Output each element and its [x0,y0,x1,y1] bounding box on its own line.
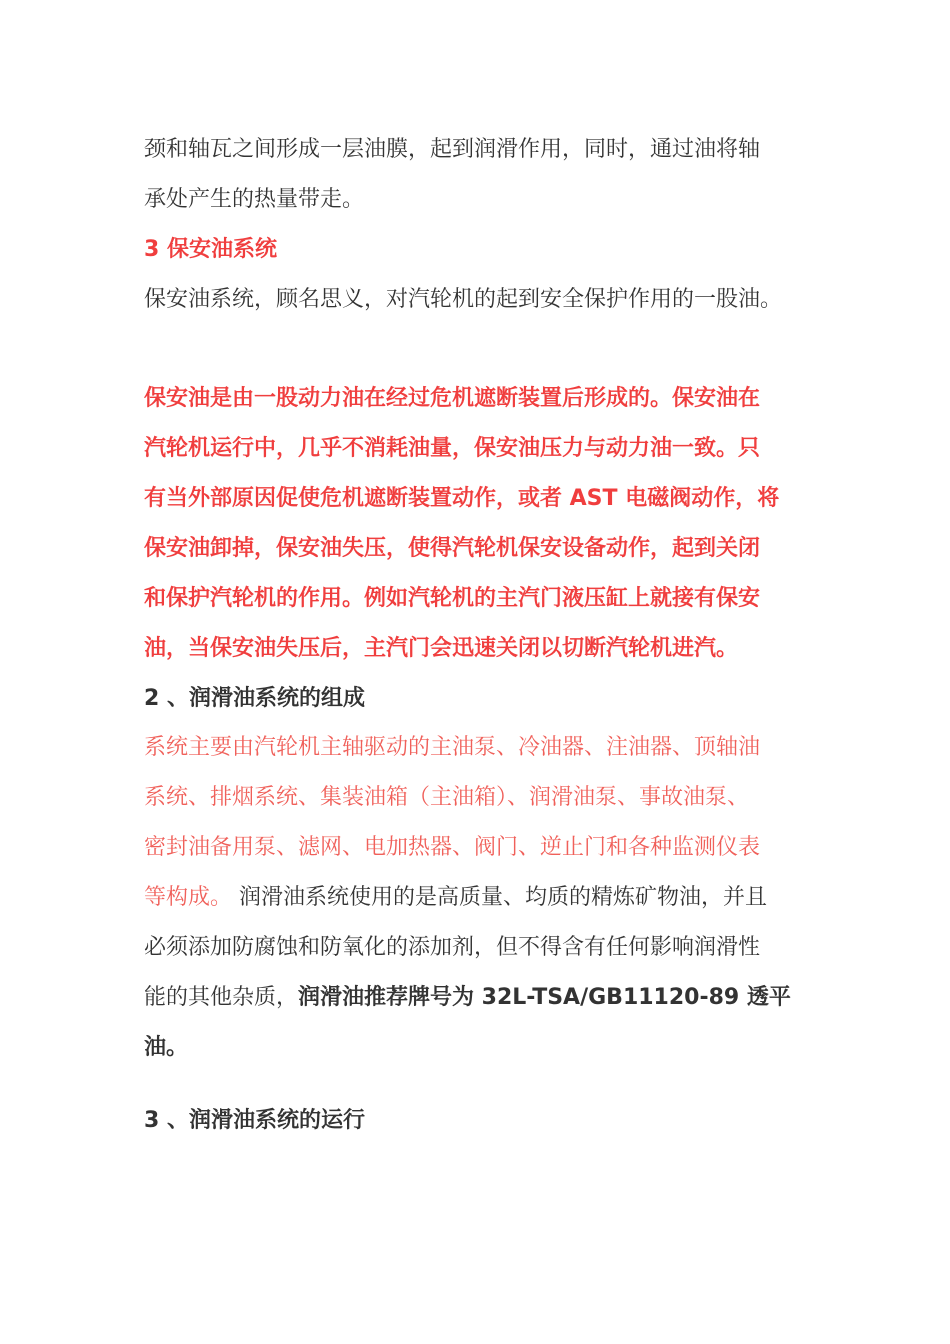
highlight-line-4: 保安油卸掉，保安油失压，使得汽轮机保安设备动作，起到关闭 [144,536,761,561]
section-heading-lube-oil-operation: 3 、润滑油系统的运行 [144,1108,365,1133]
composition-line-3: 密封油备用泵、滤网、电加热器、阀门、逆止门和各种监测仪表 [144,835,761,860]
section-heading-lube-oil-composition: 2 、润滑油系统的组成 [144,686,365,711]
highlight-line-2: 汽轮机运行中，几乎不消耗油量，保安油压力与动力油一致。只 [144,436,761,461]
section-heading-safety-oil: 3 保安油系统 [144,237,277,262]
composition-line-6 [144,983,791,1013]
composition-line-1: 系统主要由汽轮机主轴驱动的主油泵、冷油器、注油器、顶轴油 [144,735,761,760]
composition-line-2: 系统、排烟系统、集装油箱（主油箱）、润滑油泵、事故油泵、 [144,785,750,810]
highlight-line-3: 有当外部原因促使危机遮断装置动作，或者 AST 电磁阀动作，将 [144,486,780,511]
highlight-line-5: 和保护汽轮机的作用。例如汽轮机的主汽门液压缸上就接有保安 [144,586,761,611]
composition-line-4 [144,883,767,913]
paragraph-1-line-2: 承处产生的热量带走。 [144,187,365,212]
composition-line-5: 必须添加防腐蚀和防氧化的添加剂，但不得含有任何影响润滑性 [144,935,761,960]
highlight-line-6: 油，当保安油失压后，主汽门会迅速关闭以切断汽轮机进汽。 [144,636,739,661]
composition-line-7: 油。 [144,1035,189,1060]
composition-line-6-normal: 能的其他杂质， [144,985,299,1010]
paragraph-1-line-1: 颈和轴瓦之间形成一层油膜，起到润滑作用，同时，通过油将轴 [144,137,761,162]
composition-line-6-bold: 润滑油推荐牌号为 32L-TSA/GB11120-89 透平 [298,985,791,1010]
composition-line-4-red: 等构成。 [144,885,233,910]
highlight-line-1: 保安油是由一股动力油在经过危机遮断装置后形成的。保安油在 [144,386,761,411]
composition-line-4-dark: 润滑油系统使用的是高质量、均质的精炼矿物油，并且 [232,885,768,910]
paragraph-2: 保安油系统，顾名思义，对汽轮机的起到安全保护作用的一股油。 [144,287,783,312]
